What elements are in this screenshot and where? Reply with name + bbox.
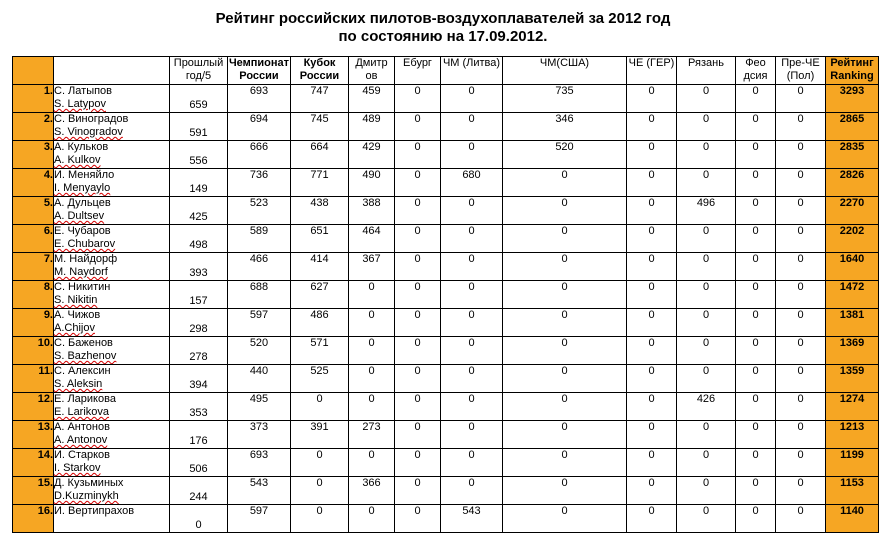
event-score: 0 <box>776 449 826 477</box>
event-score: 0 <box>503 505 627 533</box>
pilot-name-en: M. Naydorf <box>54 266 108 278</box>
pilot-name-ru: С. Баженов <box>54 337 113 349</box>
event-score: 0 <box>441 281 503 309</box>
previous-year-score: 498 <box>170 225 228 253</box>
event-score: 0 <box>736 449 776 477</box>
pilot-name-en: E. Larikova <box>54 406 110 418</box>
header-cell-dmitrov: Дмитр ов <box>349 57 395 85</box>
pilot-name-ru: А. Антонов <box>54 421 110 433</box>
pilot-name-ru: И. Меняйло <box>54 169 115 181</box>
event-score: 0 <box>627 281 677 309</box>
header-cell-previous-year: Прошлый год/5 <box>170 57 228 85</box>
event-score: 0 <box>395 393 441 421</box>
event-score: 0 <box>395 365 441 393</box>
event-score: 466 <box>228 253 291 281</box>
pilot-name-en: A. Kulkov <box>54 154 101 166</box>
event-score: 0 <box>677 421 736 449</box>
pilot-name-cell <box>54 253 170 281</box>
previous-year-score: 157 <box>170 281 228 309</box>
rank-number: 4. <box>13 169 54 197</box>
event-score: 520 <box>228 337 291 365</box>
event-score: 0 <box>677 253 736 281</box>
previous-year-score: 506 <box>170 449 228 477</box>
header-cell-rating: Рейтинг Ranking <box>826 57 879 85</box>
pilot-name-cell <box>54 141 170 169</box>
pilot-name-en: I. Starkov <box>54 462 101 474</box>
rank-number: 10. <box>13 337 54 365</box>
header-cell-pre-ec-poland: Пре-ЧЕ (Пол) <box>776 57 826 85</box>
rating-body <box>13 85 879 533</box>
pilot-name-ru: С. Виноградов <box>54 113 129 125</box>
table-row <box>13 169 879 197</box>
page-title <box>0 10 886 46</box>
header-cell-wc-usa: ЧМ(США) <box>503 57 627 85</box>
pilot-name-cell <box>54 281 170 309</box>
event-score: 525 <box>291 365 349 393</box>
event-score: 0 <box>395 225 441 253</box>
event-score: 0 <box>677 141 736 169</box>
pilot-name-en: A. Dultsev <box>54 210 105 222</box>
event-score: 0 <box>395 477 441 505</box>
event-score: 0 <box>395 113 441 141</box>
event-score: 0 <box>395 85 441 113</box>
event-score: 0 <box>349 309 395 337</box>
event-score: 0 <box>627 169 677 197</box>
pilot-name-cell <box>54 309 170 337</box>
rating-total: 1274 <box>826 393 879 421</box>
rating-total: 1640 <box>826 253 879 281</box>
event-score: 429 <box>349 141 395 169</box>
event-score: 489 <box>349 113 395 141</box>
rank-number: 5. <box>13 197 54 225</box>
event-score: 0 <box>776 505 826 533</box>
event-score: 495 <box>228 393 291 421</box>
event-score: 0 <box>627 113 677 141</box>
event-score: 0 <box>677 169 736 197</box>
event-score: 523 <box>228 197 291 225</box>
event-score: 0 <box>441 197 503 225</box>
table-row <box>13 337 879 365</box>
event-score: 0 <box>291 449 349 477</box>
previous-year-score: 556 <box>170 141 228 169</box>
table-row <box>13 225 879 253</box>
table-row <box>13 393 879 421</box>
event-score: 0 <box>395 309 441 337</box>
rank-number: 14. <box>13 449 54 477</box>
pilot-name-ru: Д. Кузьминых <box>54 477 124 489</box>
event-score: 0 <box>736 421 776 449</box>
header-cell-russian-championship: Чемпионат России <box>228 57 291 85</box>
event-score: 0 <box>677 85 736 113</box>
table-row <box>13 85 879 113</box>
title-line-2: по состоянию на 17.09.2012. <box>338 28 548 45</box>
event-score: 0 <box>349 365 395 393</box>
rating-total: 3293 <box>826 85 879 113</box>
event-score: 0 <box>776 113 826 141</box>
event-score: 0 <box>776 197 826 225</box>
previous-year-score: 591 <box>170 113 228 141</box>
rating-total: 1472 <box>826 281 879 309</box>
event-score: 0 <box>503 365 627 393</box>
table-row <box>13 365 879 393</box>
event-score: 0 <box>627 505 677 533</box>
pilot-name-en: S. Nikitin <box>54 294 98 306</box>
event-score: 0 <box>395 169 441 197</box>
event-score: 0 <box>349 505 395 533</box>
rating-total: 1140 <box>826 505 879 533</box>
previous-year-score: 425 <box>170 197 228 225</box>
event-score: 0 <box>776 309 826 337</box>
event-score: 440 <box>228 365 291 393</box>
previous-year-score: 659 <box>170 85 228 113</box>
event-score: 0 <box>349 337 395 365</box>
event-score: 0 <box>736 113 776 141</box>
previous-year-score: 0 <box>170 505 228 533</box>
previous-year-score: 298 <box>170 309 228 337</box>
event-score: 0 <box>627 477 677 505</box>
previous-year-score: 353 <box>170 393 228 421</box>
event-score: 0 <box>677 225 736 253</box>
event-score: 0 <box>677 365 736 393</box>
pilot-name-en: S. Latypov <box>54 98 106 110</box>
header-cell-number <box>13 57 54 85</box>
event-score: 735 <box>503 85 627 113</box>
event-score: 0 <box>395 197 441 225</box>
event-score: 0 <box>441 449 503 477</box>
event-score: 736 <box>228 169 291 197</box>
event-score: 0 <box>441 253 503 281</box>
event-score: 680 <box>441 169 503 197</box>
event-score: 597 <box>228 505 291 533</box>
pilot-name-cell <box>54 393 170 421</box>
rating-total: 1359 <box>826 365 879 393</box>
pilot-name-en: A.Chijov <box>54 322 95 334</box>
rating-total: 2865 <box>826 113 879 141</box>
pilot-name-ru: С. Алексин <box>54 365 111 377</box>
pilot-name-ru: С. Латыпов <box>54 85 113 97</box>
event-score: 0 <box>776 393 826 421</box>
event-score: 0 <box>736 477 776 505</box>
event-score: 0 <box>441 421 503 449</box>
table-row <box>13 141 879 169</box>
event-score: 0 <box>441 393 503 421</box>
event-score: 0 <box>441 85 503 113</box>
pilot-name-cell <box>54 477 170 505</box>
event-score: 0 <box>736 393 776 421</box>
event-score: 0 <box>677 309 736 337</box>
event-score: 664 <box>291 141 349 169</box>
pilot-name-cell <box>54 197 170 225</box>
event-score: 0 <box>503 169 627 197</box>
event-score: 0 <box>627 393 677 421</box>
previous-year-score: 149 <box>170 169 228 197</box>
event-score: 0 <box>736 253 776 281</box>
event-score: 0 <box>776 169 826 197</box>
header-cell-ec-germany: ЧЕ (ГЕР) <box>627 57 677 85</box>
event-score: 571 <box>291 337 349 365</box>
header-cell-name <box>54 57 170 85</box>
pilot-name-ru: С. Никитин <box>54 281 111 293</box>
event-score: 0 <box>441 337 503 365</box>
rating-total: 1199 <box>826 449 879 477</box>
event-score: 0 <box>395 253 441 281</box>
rank-number: 6. <box>13 225 54 253</box>
event-score: 0 <box>736 197 776 225</box>
rating-total: 1213 <box>826 421 879 449</box>
previous-year-score: 278 <box>170 337 228 365</box>
event-score: 0 <box>349 449 395 477</box>
event-score: 0 <box>441 365 503 393</box>
event-score: 0 <box>627 141 677 169</box>
event-score: 0 <box>776 253 826 281</box>
event-score: 0 <box>736 505 776 533</box>
event-score: 745 <box>291 113 349 141</box>
event-score: 0 <box>776 281 826 309</box>
table-row <box>13 281 879 309</box>
event-score: 0 <box>677 113 736 141</box>
pilot-name-en: D.Kuzminykh <box>54 490 119 502</box>
event-score: 666 <box>228 141 291 169</box>
title-line-1: Рейтинг российских пилотов-воздухоплавателей за 2012 год <box>215 10 671 27</box>
event-score: 490 <box>349 169 395 197</box>
event-score: 747 <box>291 85 349 113</box>
event-score: 0 <box>503 253 627 281</box>
event-score: 0 <box>627 225 677 253</box>
pilot-name-en: S. Aleksin <box>54 378 103 390</box>
table-row <box>13 253 879 281</box>
event-score: 0 <box>503 449 627 477</box>
rank-number: 2. <box>13 113 54 141</box>
event-score: 0 <box>677 477 736 505</box>
event-score: 0 <box>736 225 776 253</box>
event-score: 388 <box>349 197 395 225</box>
header-cell-eburg: Ебург <box>395 57 441 85</box>
event-score: 0 <box>291 477 349 505</box>
table-row <box>13 449 879 477</box>
event-score: 0 <box>395 505 441 533</box>
table-row <box>13 421 879 449</box>
rank-number: 9. <box>13 309 54 337</box>
table-row <box>13 113 879 141</box>
previous-year-score: 176 <box>170 421 228 449</box>
event-score: 693 <box>228 449 291 477</box>
rank-number: 12. <box>13 393 54 421</box>
rating-total: 1153 <box>826 477 879 505</box>
event-score: 0 <box>395 141 441 169</box>
rating-total: 1381 <box>826 309 879 337</box>
pilot-name-ru: Е. Ларикова <box>54 393 116 405</box>
event-score: 0 <box>736 365 776 393</box>
event-score: 273 <box>349 421 395 449</box>
event-score: 0 <box>627 85 677 113</box>
event-score: 0 <box>291 393 349 421</box>
event-score: 0 <box>441 113 503 141</box>
event-score: 0 <box>503 393 627 421</box>
rank-number: 8. <box>13 281 54 309</box>
rating-total: 2826 <box>826 169 879 197</box>
event-score: 0 <box>736 281 776 309</box>
event-score: 0 <box>776 421 826 449</box>
previous-year-score: 244 <box>170 477 228 505</box>
table-row <box>13 309 879 337</box>
event-score: 0 <box>627 449 677 477</box>
event-score: 496 <box>677 197 736 225</box>
event-score: 0 <box>627 309 677 337</box>
table-row <box>13 197 879 225</box>
event-score: 367 <box>349 253 395 281</box>
rank-number: 11. <box>13 365 54 393</box>
event-score: 0 <box>627 421 677 449</box>
event-score: 0 <box>776 337 826 365</box>
pilot-name-ru: Е. Чубаров <box>54 225 111 237</box>
event-score: 0 <box>503 281 627 309</box>
pilot-name-en: I. Menyaylo <box>54 182 111 194</box>
event-score: 0 <box>441 309 503 337</box>
event-score: 366 <box>349 477 395 505</box>
event-score: 0 <box>503 421 627 449</box>
pilot-name-en: A. Antonov <box>54 434 108 446</box>
pilot-name-cell <box>54 365 170 393</box>
header-cell-wc-lithuania: ЧМ (Литва) <box>441 57 503 85</box>
previous-year-score: 393 <box>170 253 228 281</box>
header-cell-russian-cup: Кубок России <box>291 57 349 85</box>
event-score: 694 <box>228 113 291 141</box>
rating-total: 1369 <box>826 337 879 365</box>
rank-number: 1. <box>13 85 54 113</box>
event-score: 0 <box>776 477 826 505</box>
event-score: 0 <box>441 141 503 169</box>
event-score: 0 <box>503 477 627 505</box>
pilot-name-ru: А. Чижов <box>54 309 101 321</box>
rating-total: 2270 <box>826 197 879 225</box>
pilot-name-ru: М. Найдорф <box>54 253 118 265</box>
pilot-name-cell <box>54 225 170 253</box>
event-score: 414 <box>291 253 349 281</box>
pilot-name-ru: А. Дульцев <box>54 197 111 209</box>
table-row <box>13 505 879 533</box>
event-score: 543 <box>441 505 503 533</box>
pilot-name-cell <box>54 505 170 533</box>
event-score: 0 <box>776 141 826 169</box>
rank-number: 7. <box>13 253 54 281</box>
event-score: 0 <box>349 393 395 421</box>
table-row <box>13 477 879 505</box>
pilot-name-cell <box>54 337 170 365</box>
event-score: 0 <box>503 197 627 225</box>
event-score: 0 <box>627 253 677 281</box>
event-score: 0 <box>736 309 776 337</box>
event-score: 0 <box>677 337 736 365</box>
event-score: 0 <box>291 505 349 533</box>
event-score: 0 <box>349 281 395 309</box>
pilot-name-en: S. Bazhenov <box>54 350 117 362</box>
event-score: 426 <box>677 393 736 421</box>
event-score: 459 <box>349 85 395 113</box>
rating-total: 2835 <box>826 141 879 169</box>
event-score: 693 <box>228 85 291 113</box>
event-score: 0 <box>677 449 736 477</box>
rating-table <box>12 56 879 533</box>
event-score: 688 <box>228 281 291 309</box>
event-score: 589 <box>228 225 291 253</box>
event-score: 486 <box>291 309 349 337</box>
header-cell-ryazan: Рязань <box>677 57 736 85</box>
event-score: 0 <box>503 309 627 337</box>
pilot-name-cell <box>54 421 170 449</box>
event-score: 520 <box>503 141 627 169</box>
event-score: 0 <box>736 85 776 113</box>
event-score: 597 <box>228 309 291 337</box>
event-score: 0 <box>503 337 627 365</box>
event-score: 438 <box>291 197 349 225</box>
event-score: 0 <box>776 365 826 393</box>
event-score: 543 <box>228 477 291 505</box>
event-score: 0 <box>677 281 736 309</box>
pilot-name-cell <box>54 449 170 477</box>
event-score: 0 <box>776 85 826 113</box>
event-score: 0 <box>441 225 503 253</box>
rank-number: 15. <box>13 477 54 505</box>
event-score: 0 <box>441 477 503 505</box>
pilot-name-en: E. Chubarov <box>54 238 116 250</box>
event-score: 627 <box>291 281 349 309</box>
header-cell-feodosia: Фео дсия <box>736 57 776 85</box>
rank-number: 16. <box>13 505 54 533</box>
event-score: 0 <box>395 421 441 449</box>
pilot-name-en: S. Vinogradov <box>54 126 123 138</box>
pilot-name-cell <box>54 169 170 197</box>
event-score: 0 <box>627 197 677 225</box>
rating-total: 2202 <box>826 225 879 253</box>
header-row <box>13 57 879 85</box>
event-score: 346 <box>503 113 627 141</box>
rank-number: 13. <box>13 421 54 449</box>
event-score: 651 <box>291 225 349 253</box>
event-score: 464 <box>349 225 395 253</box>
event-score: 0 <box>627 365 677 393</box>
previous-year-score: 394 <box>170 365 228 393</box>
rank-number: 3. <box>13 141 54 169</box>
event-score: 0 <box>503 225 627 253</box>
event-score: 771 <box>291 169 349 197</box>
event-score: 0 <box>677 505 736 533</box>
event-score: 0 <box>736 337 776 365</box>
event-score: 0 <box>736 169 776 197</box>
event-score: 0 <box>395 449 441 477</box>
event-score: 0 <box>395 281 441 309</box>
pilot-name-ru: И. Старков <box>54 449 111 461</box>
pilot-name-ru: А. Кульков <box>54 141 109 153</box>
event-score: 0 <box>776 225 826 253</box>
event-score: 0 <box>736 141 776 169</box>
event-score: 0 <box>395 337 441 365</box>
pilot-name-ru: И. Вертипрахов <box>54 505 135 517</box>
pilot-name-cell <box>54 85 170 113</box>
event-score: 391 <box>291 421 349 449</box>
event-score: 0 <box>627 337 677 365</box>
event-score: 373 <box>228 421 291 449</box>
pilot-name-cell <box>54 113 170 141</box>
